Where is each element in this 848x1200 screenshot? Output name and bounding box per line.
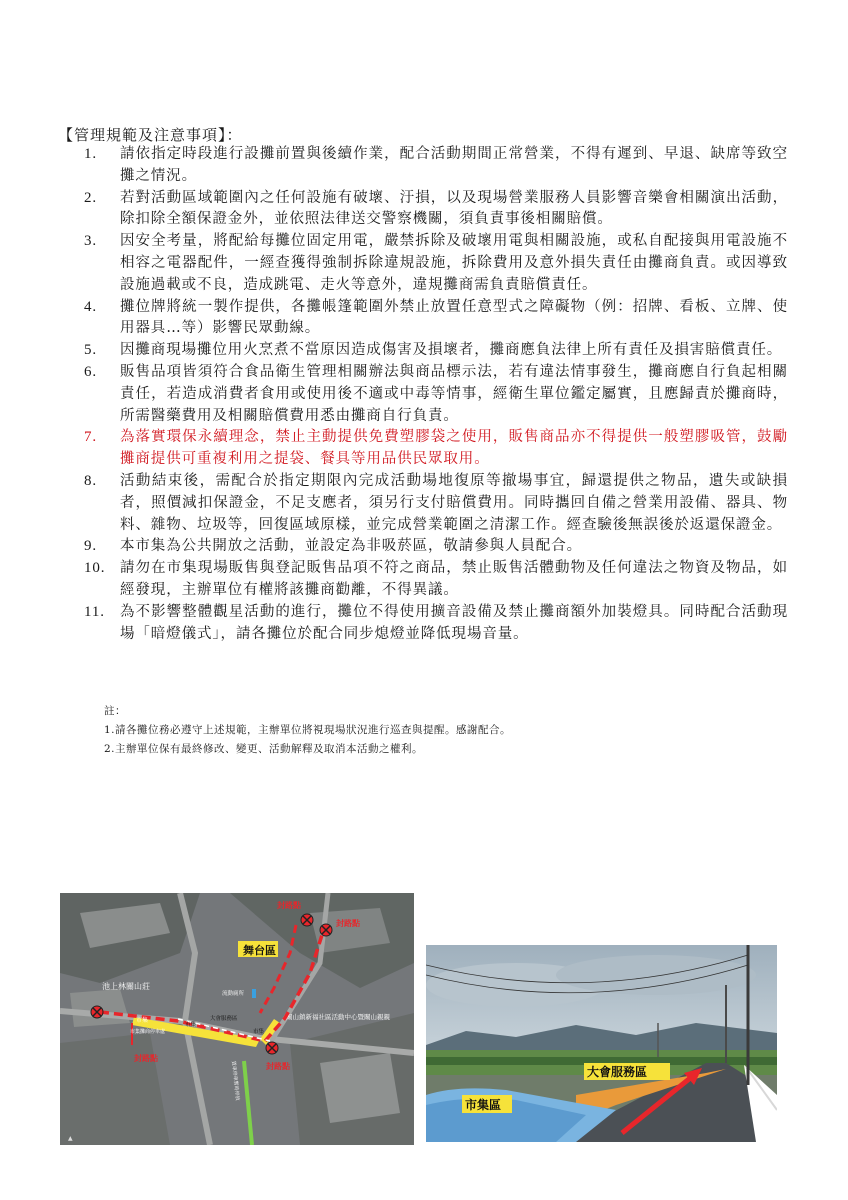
site-map xyxy=(60,893,414,1145)
rule-item xyxy=(82,362,788,427)
rule-item xyxy=(82,297,788,341)
road-block-marker xyxy=(320,924,332,936)
road-block-marker xyxy=(91,1006,103,1018)
road-block-label: 封路點 xyxy=(134,1054,158,1063)
rule-number: 6. xyxy=(84,363,98,380)
rule-text: 販售品項皆須符合食品衛生管理相關辦法與商品標示法，若有違法情事發生，攤商應自行負起相關責任，若造成消費者食用或使用後不適或中毒等情事，經衛生單位鑑定屬實，且應歸責於攤商時，所需醫藥費用及相關賠償費用悉由攤商自行負責。 xyxy=(120,363,788,424)
parking-market-label: 市集 xyxy=(136,1017,149,1024)
rule-item xyxy=(82,340,788,362)
rule-number: 10. xyxy=(84,560,106,577)
rule-number: 1. xyxy=(84,146,98,162)
rule-number: 4. xyxy=(84,298,98,315)
note-item: 2.主辦單位保有最終修改、變更、活動解釋及取消本活動之權利。 xyxy=(104,743,424,755)
rule-text: 為不影響整體觀星活動的進行，攤位不得使用擴音設備及禁止攤商額外加裝燈具。同時配合活動現場「暗燈儀式」，請各攤位於配合同步熄燈並降低現場音量。 xyxy=(120,603,788,642)
rules-list xyxy=(82,144,788,645)
section-title: 【管理規範及注意事項】： xyxy=(58,126,243,144)
rule-text: 請勿在市集現場販售與登記販售品項不符之商品，禁止販售活體動物及任何違法之物資及物品，如經發現，主辦單位有權將該攤商勸離，不得異議。 xyxy=(120,560,788,598)
rule-text: 攤位牌將統一製作提供，各攤帳篷範圍外禁止放置任意型式之障礙物（例：招牌、看板、立牌、使用器具…等）影響民眾動線。 xyxy=(120,298,788,337)
rule-number: 5. xyxy=(84,342,98,359)
market-label-side: 市集 xyxy=(253,1029,265,1035)
photo-market-label: 市集區 xyxy=(465,1098,502,1112)
rule-item xyxy=(82,231,788,296)
truck-road-label: 貨車停車暫時停放 xyxy=(230,1060,241,1102)
rule-item xyxy=(82,144,788,188)
stage-label: 舞台區 xyxy=(243,944,276,957)
rule-text: 本市集為公共開放之活動，並設定為非吸菸區，敬請參與人員配合。 xyxy=(120,538,582,555)
rule-item-highlighted xyxy=(82,427,788,471)
site-photo xyxy=(426,945,777,1142)
notes xyxy=(104,702,511,759)
rule-item xyxy=(82,558,788,602)
road-block-marker xyxy=(301,914,313,926)
place-name: 池上林關山莊 xyxy=(102,982,150,991)
rule-number: 2. xyxy=(84,189,98,206)
rule-text: 為落實環保永續理念，禁止主動提供免費塑膠袋之使用，販售商品亦不得提供一般塑膠吸管，鼓勵攤商提供可重複利用之提袋、餐具等用品供民眾取用。 xyxy=(120,429,788,468)
rule-number: 3. xyxy=(84,233,98,250)
site-photo-graphic xyxy=(426,945,777,1142)
photo-service-label: 大會服務區 xyxy=(587,1065,648,1079)
road-block-label: 封路點 xyxy=(336,919,360,928)
rule-item xyxy=(82,536,788,558)
road-block-label: 封路點 xyxy=(277,901,301,910)
rule-text: 請依指定時段進行設攤前置與後續作業，配合活動期間正常營業，不得有遲到、早退、缺席等致空攤之情況。 xyxy=(120,146,788,184)
service-label: 大會服務區 xyxy=(210,1016,238,1022)
rule-text: 活動結束後，需配合於指定期限內完成活動場地復原等撤場事宜，歸還提供之物品，遺失或缺損者，照價減扣保證金，不足支應者，須另行支付賠償費用。同時攜回自備之營業用設備、器具、物料、雜物、垃圾等，回復區域原樣，並完成營業範圍之清潔工作。經查驗後無誤後於返還保證金。 xyxy=(120,472,788,533)
notes-label: 註： xyxy=(104,705,126,717)
rule-number: 8. xyxy=(84,472,98,489)
rule-number: 9. xyxy=(84,538,98,555)
rule-text: 因攤商現場攤位用火烹煮不當原因造成傷害及損壞者，攤商應負法律上所有責任及損害賠償責任。 xyxy=(120,342,783,359)
note-item: 1.請各攤位務必遵守上述規範，主辦單位將視現場狀況進行巡查與提醒。感謝配合。 xyxy=(104,724,512,736)
rule-text: 若對活動區域範圍內之任何設施有破壞、汙損，以及現場營業服務人員影響音樂會相關演出活動，除扣除全額保證金外，並依照法律送交警察機關，須負責事後相關賠償。 xyxy=(120,189,788,228)
rule-number: 11. xyxy=(84,603,105,620)
market-label: 市集 xyxy=(185,1022,197,1028)
svg-text:▲: ▲ xyxy=(68,1135,73,1142)
rule-item xyxy=(82,188,788,232)
road-block-marker xyxy=(266,1042,278,1054)
rule-item xyxy=(82,602,788,646)
rule-number: 7. xyxy=(84,429,98,446)
rule-text: 因安全考量，將配給每攤位固定用電，嚴禁拆除及破壞用電與相關設施，或私自配接與用電設施不相容之電器配件，一經查獲得強制拆除違規設施，拆除費用及意外損失責任由攤商負責。或因導致設施過載或不良，造成跳電、走火等意外，違規攤商需負責賠償責任。 xyxy=(120,233,788,293)
parking-label: 市集攤商停車處 xyxy=(130,1029,166,1035)
rule-item xyxy=(82,471,788,536)
toilet-label: 流動廁所 xyxy=(222,991,245,997)
center-name: 關山鎮新福社區活動中心暨關山親親 xyxy=(286,1013,390,1021)
road-block-label: 封路點 xyxy=(266,1062,290,1071)
site-map-graphic xyxy=(60,893,414,1145)
